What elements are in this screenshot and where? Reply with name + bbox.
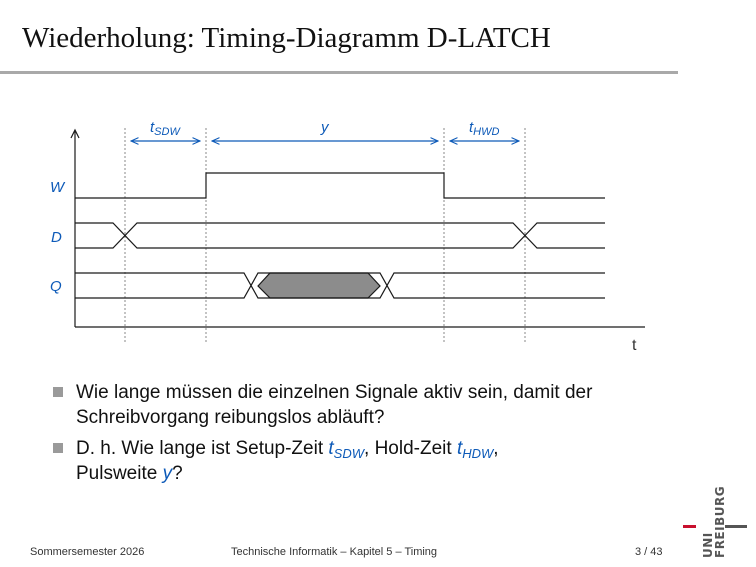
bullet-item <box>48 380 688 430</box>
bullet-item <box>48 436 688 486</box>
pulse-width-label: y <box>321 119 329 136</box>
bullet-text-comma: , <box>493 438 499 459</box>
footer-page-number: 3 / 43 <box>635 546 663 558</box>
setup-time-term: $t_{SDW}$ <box>328 438 365 461</box>
logo-uni: UNI <box>701 532 715 558</box>
hold-time-label: $t_{HWD}$ <box>469 119 500 138</box>
bullet-text: Wie lange müssen die einzelnen Signale aktiv sein, damit der Schreibvorgang reibungslos abläuft? <box>76 382 593 428</box>
q-undefined-region <box>258 273 380 298</box>
bullet-text-pulse: Pulsweite <box>76 463 163 484</box>
time-axis-label: t <box>632 337 637 354</box>
footer-course-chapter: Technische Informatik – Kapitel 5 – Timing <box>231 546 438 558</box>
hold-time-term: $t_{HDW}$ <box>456 438 494 461</box>
pulse-width-term: y <box>162 463 173 484</box>
bullet-text-mid: , Hold-Zeit <box>364 438 457 459</box>
footer-semester: Sommersemester 2026 <box>30 546 145 558</box>
bullet-list <box>48 380 688 492</box>
logo-wordmark <box>701 480 727 560</box>
logo-freiburg: FREIBURG <box>713 485 727 558</box>
slide-title: Wiederholung: Timing-Diagramm D-LATCH <box>22 22 551 54</box>
bullet-marker-icon <box>53 387 63 397</box>
signal-label-q: Q <box>50 278 62 295</box>
logo-accent-line <box>683 525 696 528</box>
bullet-marker-icon <box>53 443 63 453</box>
bullet-text-prefix: D. h. Wie lange ist Setup-Zeit <box>76 438 329 459</box>
time-guides <box>125 128 525 342</box>
setup-time-label: $t_{SDW}$ <box>150 119 180 138</box>
signal-label-d: D <box>51 229 62 246</box>
logo-rule <box>725 525 747 528</box>
bullet-text-suffix: ? <box>172 463 183 484</box>
signal-label-w: W <box>50 179 65 196</box>
